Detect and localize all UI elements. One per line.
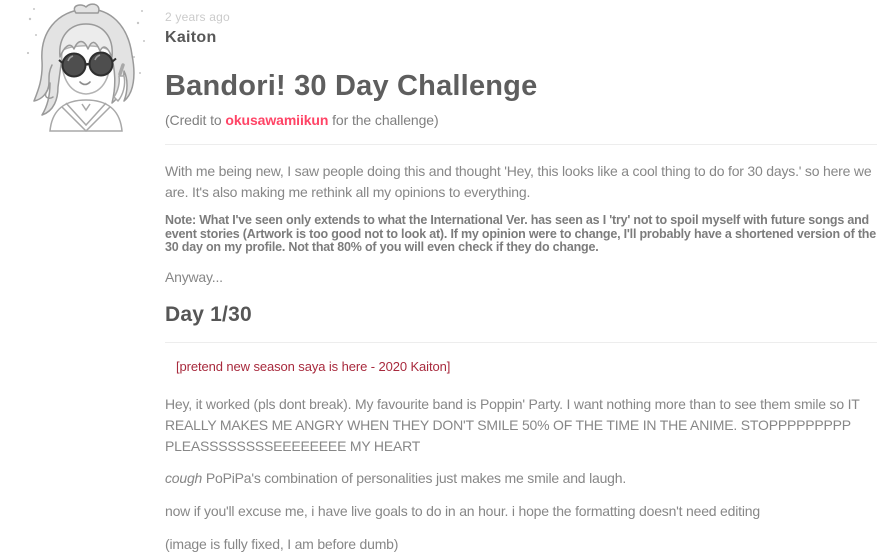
credit-user-link[interactable]: okusawamiikun [225,112,329,128]
note-paragraph: Note: What I've seen only extends to what the International Ver. has seen as I 'try' not to spoil myself with future songs and event stories (Artwork is too good not to look at). If my opinion were to change, I'll probably have a shortened version of the 30 day on my profile. Not that 80% of you will even check if they do change. [165,213,876,254]
body-paragraph-2-rest: PoPiPa's combination of personalities just makes me smile and laugh. [202,469,627,486]
broken-image-alt-text: [pretend new season saya is here - 2020 Kaiton] [176,358,451,374]
post-author[interactable]: Kaiton [165,29,217,46]
body-paragraph-1: Hey, it worked (pls dont break). My favourite band is Poppin' Party. I want nothing more than to see them smile so IT REALLY MAKES ME ANGRY WHEN THEY DON'T SMILE 50% OF THE TIME IN THE ANIME. STOPPPPPPPPP PLEASSSSSSSSEEEEEEEE MY HEART [165,395,860,454]
body-paragraph-2 [165,468,877,489]
body-paragraph-4: (image is fully fixed, I am before dumb) [165,535,399,552]
credit-line [165,112,877,129]
body-paragraph-3: now if you'll excuse me, i have live goals to do in an hour. i hope the formatting doesn't need editing [165,502,760,519]
post-title: Bandori! 30 Day Challenge [165,70,538,102]
credit-prefix: (Credit to [165,112,226,128]
cough-italic: cough [165,469,203,486]
user-avatar[interactable] [22,3,150,131]
day-heading: Day 1/30 [165,302,252,326]
divider [165,144,877,145]
intro-paragraph: With me being new, I saw people doing this and thought 'Hey, this looks like a cool thing to do for 30 days.' so here we are. It's also making me rethink all my opinions to everything. [165,163,872,200]
credit-suffix: for the challenge) [328,112,439,128]
divider [165,342,877,343]
post-timestamp: 2 years ago [165,10,230,24]
anyway-paragraph: Anyway... [165,268,223,285]
post-content [165,0,877,555]
